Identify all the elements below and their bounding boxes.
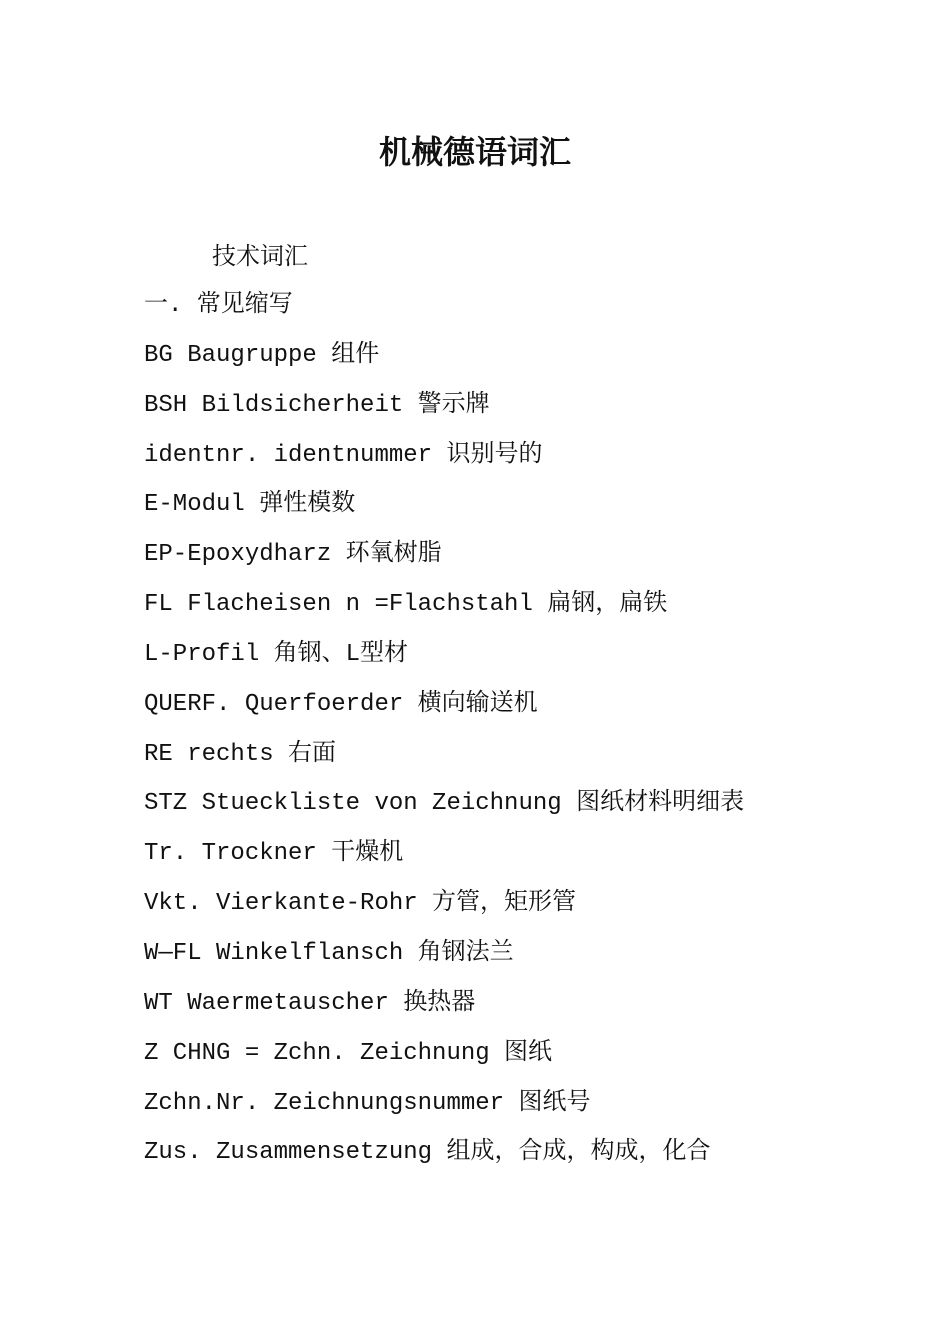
vocabulary-entry: BSH Bildsicherheit 警示牌	[144, 391, 490, 419]
vocabulary-list	[144, 286, 924, 1183]
vocabulary-entry: QUERF. Querfoerder 横向输送机	[144, 690, 538, 718]
vocabulary-entry: Zchn.Nr. Zeichnungsnummer 图纸号	[144, 1089, 591, 1117]
vocabulary-entry: BG Baugruppe 组件	[144, 341, 380, 369]
vocabulary-entry: Vkt. Vierkante-Rohr 方管，矩形管	[144, 890, 577, 918]
vocabulary-entry: E-Modul 弹性模数	[144, 491, 356, 519]
vocabulary-entry: Tr. Trockner 干燥机	[144, 840, 404, 868]
vocabulary-entry: Z CHNG = Zchn. Zeichnung 图纸	[144, 1039, 553, 1067]
vocabulary-entry: W—FL Winkelflansch 角钢法兰	[144, 939, 514, 967]
vocabulary-entry: RE rechts 右面	[144, 740, 337, 768]
vocabulary-entry: STZ Stueckliste von Zeichnung 图纸材料明细表	[144, 790, 745, 818]
vocabulary-entry: WT Waermetauscher 换热器	[144, 989, 476, 1017]
vocabulary-entry: identnr. identnummer 识别号的	[144, 441, 543, 469]
section-heading: 技术词汇	[212, 242, 308, 270]
page-title: 机械德语词汇	[378, 133, 571, 171]
vocabulary-entry: Zus. Zusammensetzung 组成，合成，构成，化合	[144, 1139, 711, 1167]
vocabulary-entry: FL Flacheisen n =Flachstahl 扁钢，扁铁	[144, 591, 668, 619]
list-heading: 一. 常见缩写	[144, 292, 293, 319]
vocabulary-entry: L-Profil 角钢、L型材	[144, 640, 409, 668]
vocabulary-entry: EP-Epoxydharz 环氧树脂	[144, 541, 442, 569]
